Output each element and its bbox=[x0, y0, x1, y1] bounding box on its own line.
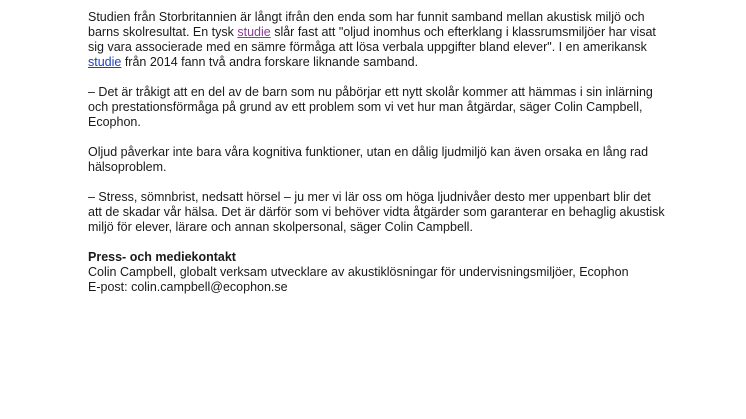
paragraph-quote-2: – Stress, sömnbrist, nedsatt hörsel – ju mer vi lär oss om höga ljudnivåer desto mer uppenbart blir det att de skadar vår hälsa. Det är därför som vi behöver vidta åtgärder som garanterar en behaglig akustisk miljö för elever, lärare och annan skolpersonal, säger Colin Campbell. bbox=[88, 190, 665, 234]
paragraph-studies bbox=[88, 10, 668, 70]
paragraph-text: från 2014 fann två andra forskare liknande samband. bbox=[121, 55, 419, 69]
paragraph-text: Studien från Storbritannien är långt ifrån den enda som har funnit samband mellan akustisk miljö och barns skolresultat. En tysk bbox=[88, 10, 645, 39]
contact-email: E-post: colin.campbell@ecophon.se bbox=[88, 280, 288, 294]
american-study-link[interactable]: studie bbox=[88, 55, 122, 69]
paragraph-health: Oljud påverkar inte bara våra kognitiva funktioner, utan en dålig ljudmiljö kan även orsaka en lång rad hälsoproblem. bbox=[88, 145, 649, 174]
document-body bbox=[88, 10, 668, 295]
paragraph-quote-1: – Det är tråkigt att en del av de barn som nu påbörjar ett nytt skolår kommer att hämmas i sin inlärning och prestationsförmåga på grund av ett problem som vi vet hur man åtgärdar, säger Colin Campbell, Ecophon. bbox=[88, 85, 653, 129]
paragraph-text: slår fast att "oljud inomhus och efterklang i klassrumsmiljöer har visat sig vara associerade med en sämre förmåga att lösa verbala uppgifter bland elever". I en amerikansk bbox=[88, 25, 656, 54]
press-contact-heading: Press- och mediekontakt bbox=[88, 250, 236, 264]
press-contact bbox=[88, 250, 668, 295]
contact-name: Colin Campbell, globalt verksam utvecklare av akustiklösningar för undervisningsmiljöer, Ecophon bbox=[88, 265, 629, 279]
german-study-link[interactable]: studie bbox=[237, 25, 271, 39]
